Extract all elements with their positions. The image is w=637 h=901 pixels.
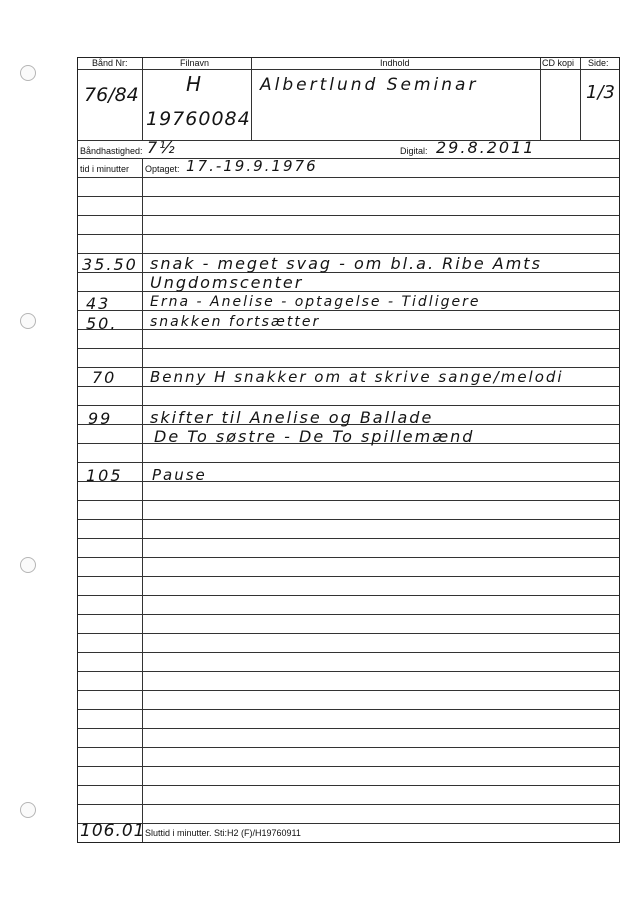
- end-time-value: 106.01: [80, 821, 146, 841]
- entry-text: Ungdomscenter: [150, 273, 304, 292]
- cd-kopi-header: CD kopi: [542, 58, 575, 68]
- entry-time: 99: [88, 409, 113, 428]
- entry-time: 105: [86, 466, 123, 485]
- band-nr-header: Bånd Nr:: [92, 58, 128, 68]
- entry-time: 35.50: [82, 255, 138, 274]
- side-value: 1/3: [586, 82, 615, 103]
- punch-hole-2: [20, 313, 36, 329]
- tid-label: tid i minutter: [80, 164, 130, 174]
- footer-note: Sluttid i minutter. Sti:H2 (F)/H19760911: [145, 828, 301, 838]
- speed-value: 7½: [147, 138, 177, 157]
- entry-time: 50.: [86, 314, 118, 333]
- entry-time: 43: [86, 294, 111, 313]
- punch-hole-4: [20, 802, 36, 818]
- digital-value: 29.8.2011: [436, 138, 536, 157]
- optaget-value: 17.-19.9.1976: [186, 157, 318, 175]
- log-sheet: [77, 57, 620, 843]
- speed-label: Båndhastighed:: [80, 146, 143, 156]
- entry-text: Benny H snakker om at skrive sange/melodi: [150, 368, 564, 386]
- side-header: Side:: [588, 58, 609, 68]
- indhold-header: Indhold: [380, 58, 410, 68]
- filnavn-top-value: H: [186, 72, 204, 96]
- entry-text: Pause: [152, 466, 207, 484]
- entry-text: De To søstre - De To spillemænd: [154, 427, 475, 446]
- band-nr-value: 76/84: [84, 84, 139, 106]
- entry-text: Erna - Anelise - optagelse - Tidligere: [150, 294, 481, 310]
- punch-hole-3: [20, 557, 36, 573]
- entry-time: 70: [92, 368, 117, 387]
- entry-text: skifter til Anelise og Ballade: [150, 408, 434, 427]
- entry-text: snak - meget svag - om bl.a. Ribe Amts: [150, 254, 542, 273]
- indhold-value: Albertlund Seminar: [260, 75, 479, 95]
- filnavn-bottom-value: 19760084: [146, 108, 251, 130]
- optaget-label: Optaget:: [145, 164, 180, 174]
- filnavn-header: Filnavn: [180, 58, 210, 68]
- punch-hole-1: [20, 65, 36, 81]
- digital-label: Digital:: [400, 146, 428, 156]
- entry-text: snakken fortsætter: [150, 314, 321, 330]
